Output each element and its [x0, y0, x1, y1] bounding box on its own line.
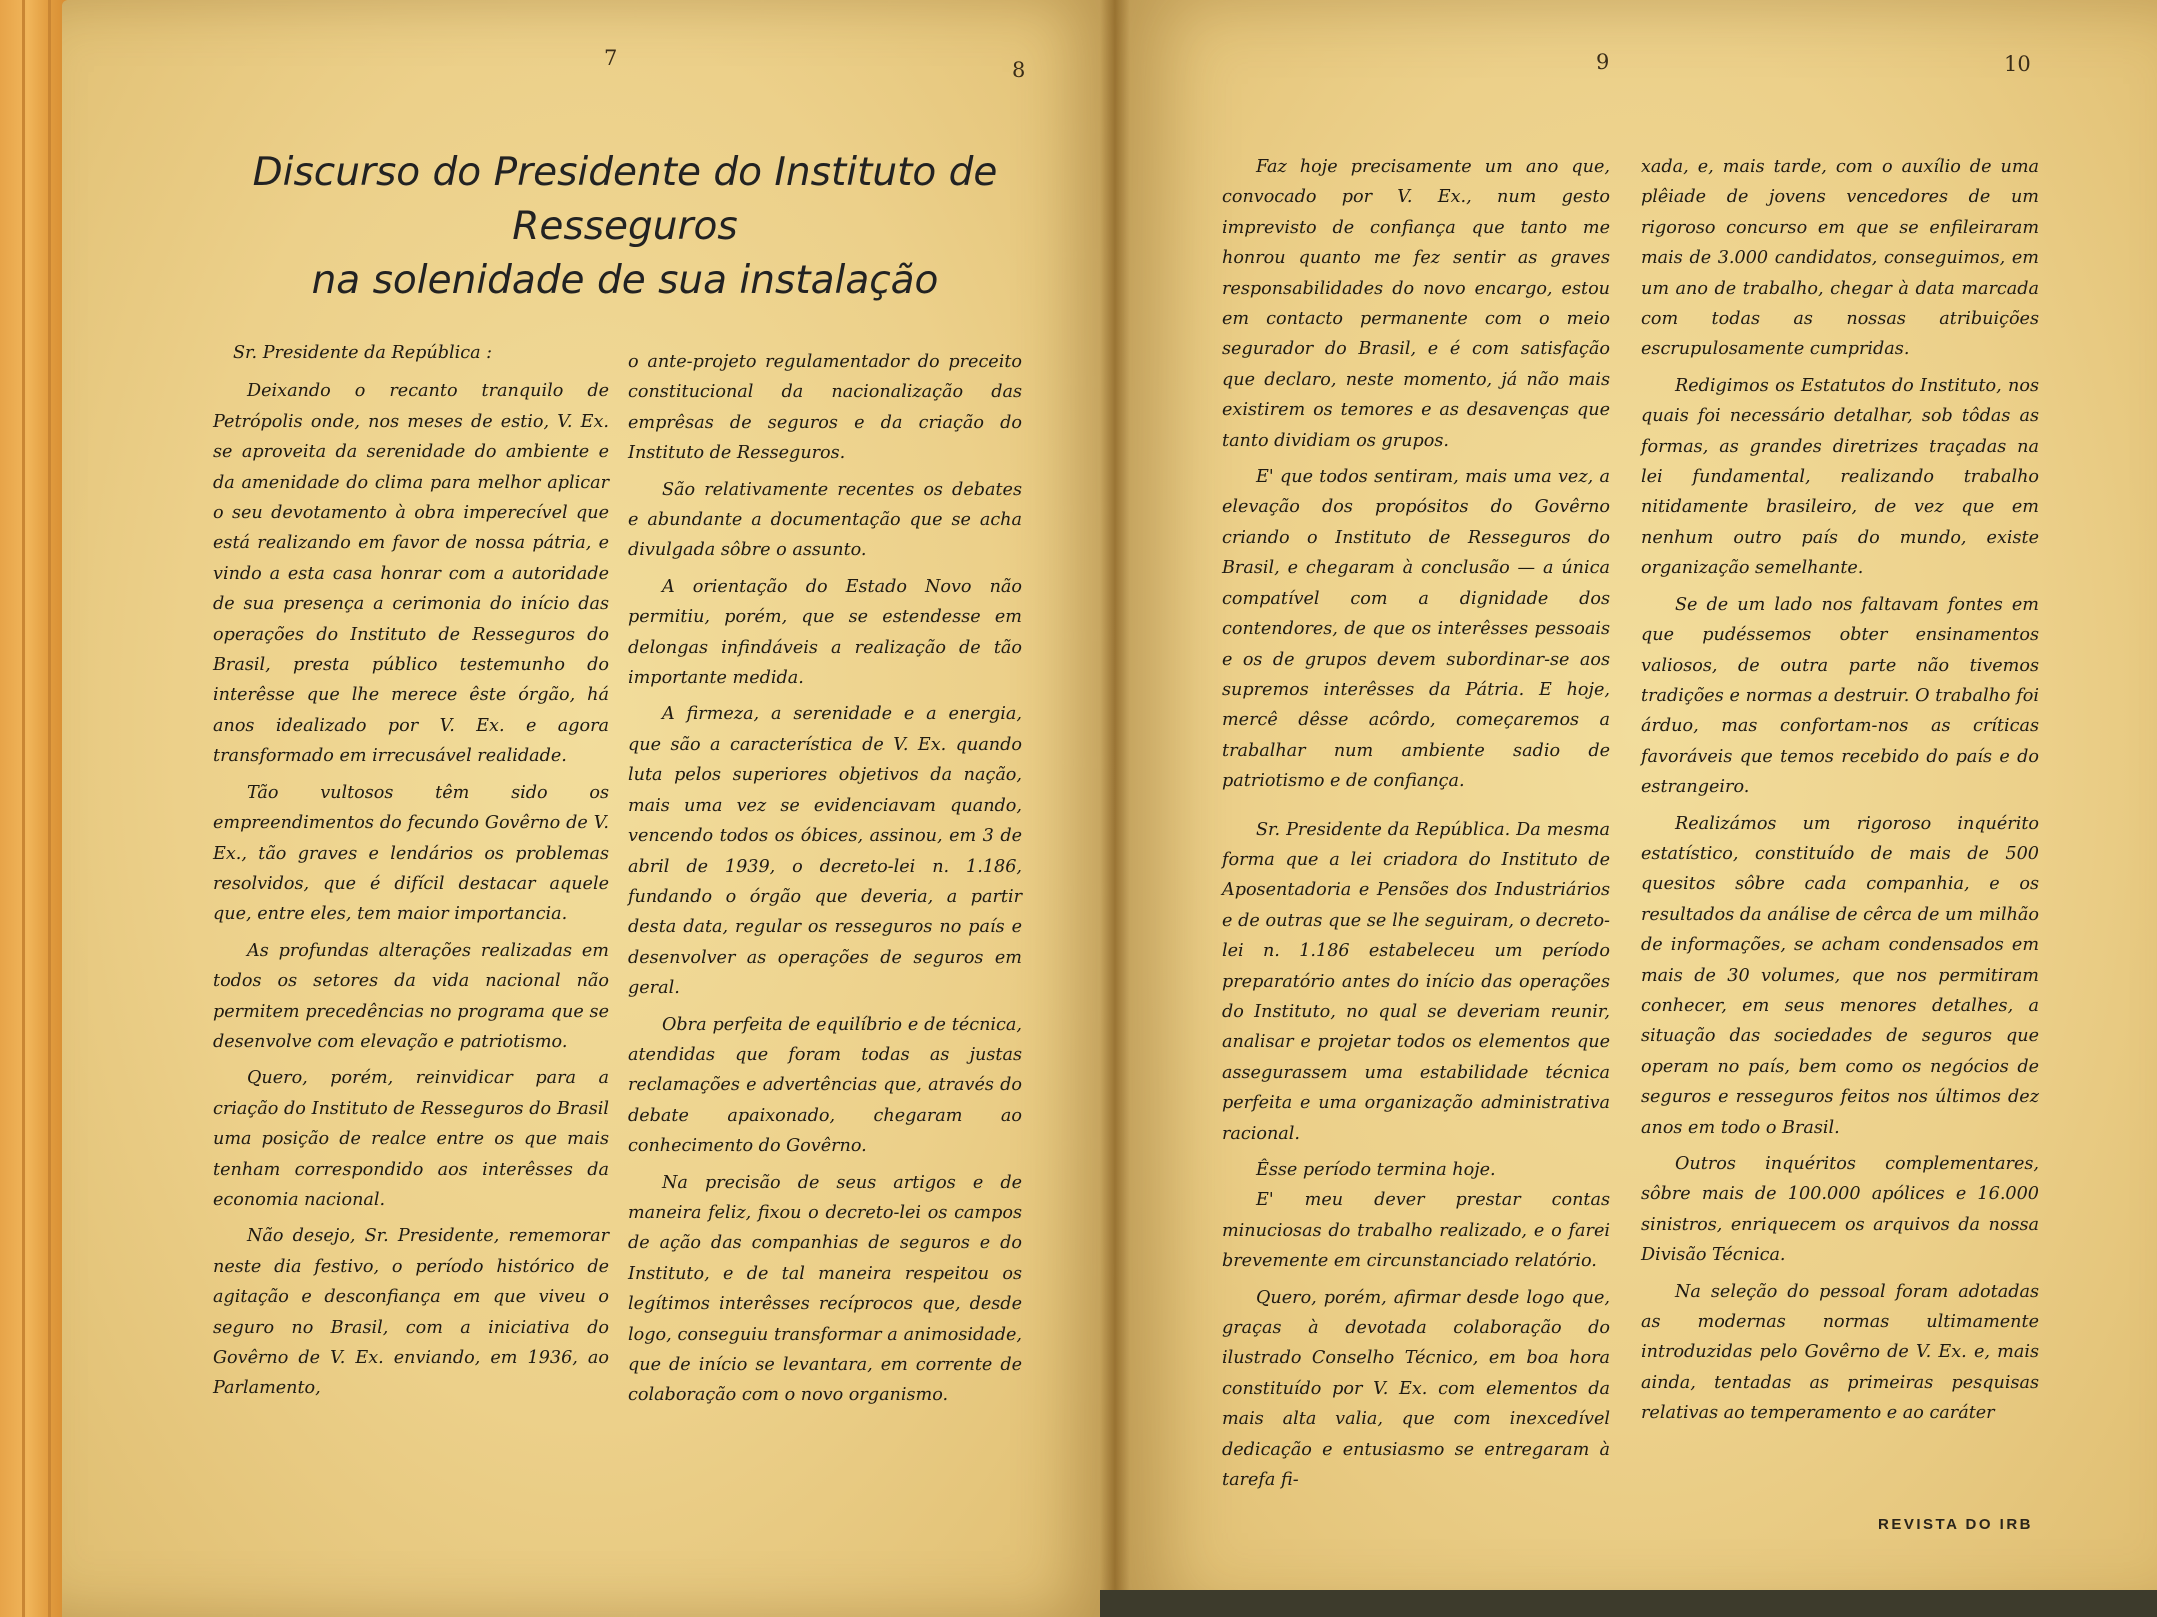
column-1 [213, 338, 609, 1404]
article-title [160, 146, 1090, 308]
column-4 [1641, 152, 2039, 1429]
paragraph: Na seleção do pessoal foram adotadas as modernas normas ultimamente introduzidas pelo Govêrno de V. Ex. e, mais ainda, tentadas as primeiras pesquisas relativas ao temperamento e ao caráter [1641, 1281, 2039, 1424]
title-line-1: Discurso do Presidente do Instituto de Resseguros [252, 150, 998, 249]
salutation: Sr. Presidente da República : [233, 343, 493, 363]
paragraph: Quero, porém, afirmar desde logo que, graças à devotada colaboração do ilustrado Conselho Técnico, em boa hora constituído por V. Ex. com elementos da mais alta valia, que com inexcedível dedicação e entusiasmo se entregaram à tarefa fi- [1222, 1287, 1610, 1491]
paragraph: Na precisão de seus artigos e de maneira feliz, fixou o decreto-lei os campos de ação das companhias de seguros e do Instituto, e de tal maneira respeitou os legítimos interêsses recíprocos que, desde logo, conseguiu transformar a animosidade, que de início se levantara, em corrente de colaboração com o novo organismo. [628, 1172, 1022, 1406]
paragraph: Sr. Presidente da República. Da mesma forma que a lei criadora do Instituto de Aposentadoria e Pensões dos Industriários e de outras que se lhe seguiram, o decreto-lei n. 1.186 estabeleceu um período preparatório antes do início das operações do Instituto, no qual se deveriam reunir, analisar e projetar todos os elementos que assegurassem uma estabilidade técnica perfeita e uma organização administrativa racional. [1222, 819, 1610, 1144]
paragraph: o ante-projeto regulamentador do preceito constitucional da nacionalização das emprêsas de seguros e da criação do Instituto de Resseguros. [628, 352, 1022, 464]
title-line-2: na solenidade de sua instalação [311, 258, 939, 303]
paragraph: xada, e, mais tarde, com o auxílio de uma plêiade de jovens vencedores de um rigoroso concurso em que se enfileiraram mais de 3.000 candidatos, conseguimos, em um ano de trabalho, chegar à data marcada com todas as nossas atribuições escrupulosamente cumpridas. [1641, 157, 2039, 360]
paragraph: Outros inquéritos complementares, sôbre mais de 100.000 apólices e 16.000 sinistros, enriquecem os arquivos da nossa Divisão Técnica. [1641, 1154, 2039, 1266]
journal-footer: REVISTA DO IRB [1878, 1516, 2034, 1533]
column-2 [628, 347, 1022, 1411]
page-number-7: 7 [604, 46, 618, 70]
paragraph: A firmeza, a serenidade e a energia, que são a característica de V. Ex. quando luta pelos superiores objetivos da nação, mais uma vez se evidenciavam quando, vencendo todos os óbices, assinou, em 3 de abril de 1939, o decreto-lei n. 1.186, fundando o órgão que deveria, a partir desta data, regular os resseguros no país e desenvolver as operações de seguros em geral. [628, 704, 1022, 999]
paragraph: As profundas alterações realizadas em todos os setores da vida nacional não permitem precedências no programa que se desenvolve com elevação e patriotismo. [213, 940, 609, 1052]
page-edge-line [22, 0, 25, 1617]
page-number-9: 9 [1596, 50, 1610, 74]
page-number-8: 8 [1012, 58, 1026, 82]
background-strip [1100, 1590, 2157, 1617]
column-3 [1222, 152, 1610, 1495]
paragraph: Tão vultosos têm sido os empreendimentos do fecundo Govêrno de V. Ex., tão graves e lendários os problemas resolvidos, que é difícil destacar aquele que, entre eles, tem maior importancia. [213, 782, 609, 925]
paragraph: São relativamente recentes os debates e abundante a documentação que se acha divulgada sôbre o assunto. [628, 479, 1022, 561]
paragraph: Se de um lado nos faltavam fontes em que pudéssemos obter ensinamentos valiosos, de outra parte não tivemos tradições e normas a destruir. O trabalho foi árduo, mas confortam-nos as críticas favoráveis que temos recebido do país e do estrangeiro. [1641, 594, 2039, 798]
paragraph: Não desejo, Sr. Presidente, rememorar neste dia festivo, o período histórico de agitação e desconfiança em que viveu o seguro no Brasil, com a iniciativa do Govêrno de V. Ex. enviando, em 1936, ao Parlamento, [213, 1226, 609, 1399]
page-edge-stack [0, 0, 70, 1617]
paragraph: Faz hoje precisamente um ano que, convocado por V. Ex., num gesto imprevisto de confiança que tanto me honrou quanto me fez sentir as graves responsabilidades do novo encargo, estou em contacto permanente com o meio segurador do Brasil, e é com satisfação que declaro, neste momento, já não mais existirem os temores e as desavenças que tanto dividiam os grupos. [1222, 157, 1610, 451]
paragraph: Realizámos um rigoroso inquérito estatístico, constituído de mais de 500 quesitos sôbre cada companhia, e os resultados da análise de cêrca de um milhão de informações, se acham condensados em mais de 30 volumes, que nos permitiram conhecer, em seus menores detalhes, a situação das sociedades de seguros que operam no país, bem como os negócios de seguros e resseguros feitos nos últimos dez anos em todo o Brasil. [1641, 813, 2039, 1138]
paragraph: E' que todos sentiram, mais uma vez, a elevação dos propósitos do Govêrno criando o Instituto de Resseguros do Brasil, e chegaram à conclusão — a única compatível com a dignidade dos contendores, de que os interêsses pessoais e os de grupos devem subordinar-se aos supremos interêsses da Pátria. E hoje, mercê dêsse acôrdo, começaremos a trabalhar num ambiente sadio de patriotismo e de confiança. [1222, 467, 1610, 792]
paragraph: Deixando o recanto tranquilo de Petrópolis onde, nos meses de estio, V. Ex. se aproveita da serenidade do ambiente e da amenidade do clima para melhor aplicar o seu devotamento à obra imperecível que está realizando em favor de nossa pátria, e vindo a esta casa honrar com a autoridade de sua presença a cerimonia do início das operações do Instituto de Resseguros do Brasil, presta público testemunho do interêsse que lhe merece êste órgão, há anos idealizado por V. Ex. e agora transformado em irrecusável realidade. [213, 381, 609, 767]
book-gutter [1100, 0, 1130, 1617]
page-number-10: 10 [2004, 52, 2031, 76]
paragraph: Êsse período termina hoje. [1256, 1160, 1496, 1180]
paragraph: A orientação do Estado Novo não permitiu, porém, que se estendesse em delongas infindáveis a realização de tão importante medida. [628, 576, 1022, 689]
paragraph: Quero, porém, reinvidicar para a criação do Instituto de Resseguros do Brasil uma posição de realce entre os que mais tenham correspondido aos interêsses da economia nacional. [213, 1068, 609, 1210]
paragraph: E' meu dever prestar contas minuciosas do trabalho realizado, e o farei brevemente em circunstanciado relatório. [1222, 1190, 1610, 1272]
paragraph: Obra perfeita de equilíbrio e de técnica, atendidas que foram todas as justas reclamações e advertências que, através do debate apaixonado, chegaram ao conhecimento do Govêrno. [628, 1014, 1022, 1157]
paragraph: Redigimos os Estatutos do Instituto, nos quais foi necessário detalhar, sob tôdas as formas, as grandes diretrizes traçadas na lei fundamental, realizando trabalho nitidamente brasileiro, de vez que em nenhum outro país do mundo, existe organização semelhante. [1641, 375, 2039, 579]
page-edge-line [48, 0, 51, 1617]
